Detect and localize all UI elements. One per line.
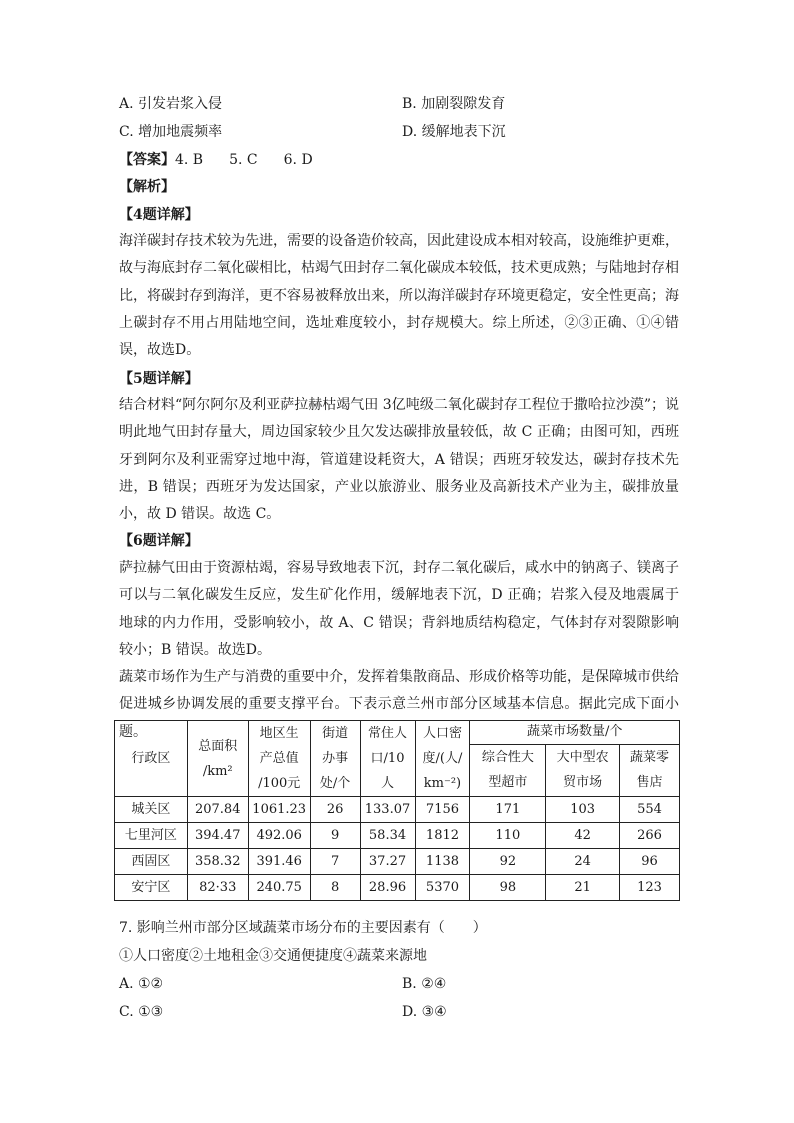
- q6-explanation: 萨拉赫气田由于资源枯竭，容易导致地表下沉，封存二氧化碳后，咸水中的钠离子、镁离子可以与二氧化碳发生反应，发生矿化作用，缓解地表下沉，D 正确；岩浆入侵及地震属于地球的内力作用，受影响较小，故 A、C 错误；背斜地质结构稳定，气体封存对裂隙影响较小；B 错误。故选D。: [119, 560, 679, 658]
- header-retail: 蔬菜零 售店: [620, 744, 680, 796]
- option-b[interactable]: B. 加剧裂隙发育: [402, 96, 506, 112]
- header-population: 常住人 口/10 人: [360, 721, 415, 797]
- cell-density: 7156: [415, 797, 470, 823]
- header-district: 行政区: [115, 721, 188, 797]
- header-streets: 街道 办事 处/个: [310, 721, 360, 797]
- cell-streets: 9: [310, 823, 360, 849]
- q7-stem: 7. 影响兰州市部分区域蔬菜市场分布的主要因素有（ ）: [119, 920, 487, 936]
- cell-density: 1138: [415, 849, 470, 875]
- q7-option-a[interactable]: A. ①②: [119, 976, 164, 992]
- q5-heading: 【5题详解】: [119, 371, 199, 387]
- q7-factors: ①人口密度②土地租金③交通便捷度④蔬菜来源地: [119, 948, 427, 964]
- table-row: [115, 797, 680, 823]
- answer-label: 【答案】: [119, 152, 175, 168]
- cell-streets: 7: [310, 849, 360, 875]
- cell-trade: 103: [546, 797, 620, 823]
- answer-6: 6. D: [283, 152, 313, 168]
- cell-trade: 21: [546, 875, 620, 901]
- answer-5: 5. C: [229, 152, 258, 168]
- cell-area: 394.47: [187, 823, 248, 849]
- q4-heading: 【4题详解】: [119, 207, 199, 223]
- cell-streets: 8: [310, 875, 360, 901]
- answer-4: 4. B: [175, 152, 204, 168]
- cell-gdp: 240.75: [248, 875, 310, 901]
- cell-density: 1812: [415, 823, 470, 849]
- analysis-heading: 【解析】: [119, 179, 175, 195]
- q4-explanation: 海洋碳封存技术较为先进，需要的设备造价较高，因此建设成本相对较高，设施维护更难，故与海底封存二氧化碳相比，枯竭气田封存二氧化碳成本较低，技术更成熟；与陆地封存相比，将碳封存到海洋，更不容易被释放出来，所以海洋碳封存环境更稳定，安全性更高；海上碳封存不用占用陆地空间，选址难度较小，封存规模大。综上所述，②③正确、①④错误，故选D。: [119, 233, 679, 359]
- header-gdp: 地区生 产总值 /100元: [248, 721, 310, 797]
- header-supermarket: 综合性大 型超市: [470, 744, 546, 796]
- header-area: 总面积 /km²: [187, 721, 248, 797]
- cell-trade: 42: [546, 823, 620, 849]
- cell-district: 安宁区: [115, 875, 188, 901]
- option-d[interactable]: D. 缓解地表下沉: [402, 124, 506, 140]
- cell-area: 82·33: [187, 875, 248, 901]
- cell-super: 92: [470, 849, 546, 875]
- cell-gdp: 1061.23: [248, 797, 310, 823]
- q7-option-d[interactable]: D. ③④: [402, 1004, 447, 1020]
- cell-retail: 123: [620, 875, 680, 901]
- cell-super: 98: [470, 875, 546, 901]
- header-density: 人口密 度/(人/ km⁻²): [415, 721, 470, 797]
- cell-super: 110: [470, 823, 546, 849]
- cell-gdp: 391.46: [248, 849, 310, 875]
- table-row: [115, 875, 680, 901]
- table-row: [115, 849, 680, 875]
- cell-density: 5370: [415, 875, 470, 901]
- cell-district: 七里河区: [115, 823, 188, 849]
- q7-option-b[interactable]: B. ②④: [402, 976, 447, 992]
- cell-retail: 554: [620, 797, 680, 823]
- cell-pop: 28.96: [360, 875, 415, 901]
- q7-option-c[interactable]: C. ①③: [119, 1004, 164, 1020]
- cell-area: 358.32: [187, 849, 248, 875]
- cell-area: 207.84: [187, 797, 248, 823]
- q5-explanation: 结合材料“阿尔阿尔及利亚萨拉赫枯竭气田 3亿吨级二氧化碳封存工程位于撒哈拉沙漠”；说明此地气田封存量大，周边国家较少且欠发达碳排放量较低，故 C 正确；由图可知，西班牙到阿尔及利亚需穿过地中海，管道建设耗资大，A 错误；西班牙较发达，碳封存技术先进，B 错误；西班牙为发达国家，产业以旅游业、服务业及高新技术产业为主，碳排放量小，故 D 错误。故选 C。: [119, 397, 679, 523]
- district-info-table: [114, 720, 680, 901]
- q6-heading: 【6题详解】: [119, 533, 199, 549]
- header-market-group: 蔬菜市场数量/个: [470, 721, 680, 745]
- material-intro: 蔬菜市场作为生产与消费的重要中介，发挥着集散商品、形成价格等功能，是保障城市供给促进城乡协调发展的重要支撑平台。下表示意兰州市部分区域基本信息。据此完成下面小题。: [119, 669, 679, 740]
- header-trade-market: 大中型农 贸市场: [546, 744, 620, 796]
- option-a[interactable]: A. 引发岩浆入侵: [119, 96, 223, 112]
- option-c[interactable]: C. 增加地震频率: [119, 124, 223, 140]
- cell-gdp: 492.06: [248, 823, 310, 849]
- table-header-row: [115, 721, 680, 745]
- cell-retail: 96: [620, 849, 680, 875]
- cell-pop: 58.34: [360, 823, 415, 849]
- cell-streets: 26: [310, 797, 360, 823]
- cell-district: 西固区: [115, 849, 188, 875]
- cell-trade: 24: [546, 849, 620, 875]
- answer-line: [119, 150, 313, 170]
- cell-pop: 133.07: [360, 797, 415, 823]
- cell-pop: 37.27: [360, 849, 415, 875]
- cell-super: 171: [470, 797, 546, 823]
- table-row: [115, 823, 680, 849]
- cell-district: 城关区: [115, 797, 188, 823]
- cell-retail: 266: [620, 823, 680, 849]
